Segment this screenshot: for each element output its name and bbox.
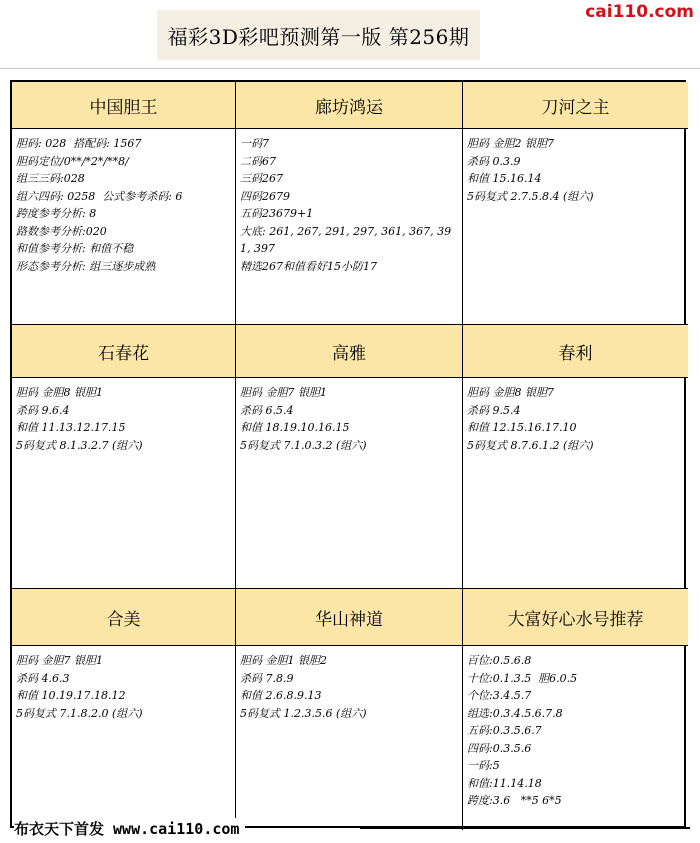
content-line: 和值 10.19.17.18.12 xyxy=(16,689,126,702)
content-line: 胆码定位/0**/*2*/**8/ xyxy=(16,154,129,168)
content-line: 胆码 金胆8 银胆1 xyxy=(16,386,103,399)
content-line: 跨度:3.6 **5 6*5 xyxy=(467,794,562,807)
cell-content xyxy=(463,129,688,205)
content-line: 5码复式 8.7.6.1.2 (组六) xyxy=(467,438,594,452)
content-line: 百位:0.5.6.8 xyxy=(467,654,532,667)
content-line: 一码:5 xyxy=(467,759,500,772)
content-line: 精选267和值看好15小防17 xyxy=(240,259,377,273)
content-line: 胆码 金胆7 银胆1 xyxy=(16,654,103,667)
content-line: 组选:0.3.4.5.6.7.8 xyxy=(467,706,563,720)
cell-title: 高雅 xyxy=(236,325,462,378)
cell-content xyxy=(463,378,688,454)
cell-gaoya xyxy=(236,325,463,589)
content-line: 和值:11.14.18 xyxy=(467,776,542,790)
content-line: 杀码 9.6.4 xyxy=(16,403,70,417)
content-line: 胆码 金胆8 银胆7 xyxy=(467,386,554,399)
cell-title: 廊坊鸿运 xyxy=(236,82,462,129)
cell-content xyxy=(12,378,235,454)
content-line: 和值 12.15.16.17.10 xyxy=(467,421,577,434)
prediction-grid xyxy=(10,80,686,828)
brand-logo-text: cai110.com xyxy=(585,2,694,22)
content-line: 三码267 xyxy=(240,172,283,185)
cell-content xyxy=(12,646,235,722)
cell-title: 春利 xyxy=(463,325,688,378)
content-line: 5码复式 7.1.8.2.0 (组六) xyxy=(16,706,143,720)
content-line: 胆码 金胆7 银胆1 xyxy=(240,386,327,399)
cell-content xyxy=(236,646,462,722)
content-line: 和值参考分析: 和值不稳 xyxy=(16,242,134,255)
cell-shi-chunhua xyxy=(12,325,236,589)
content-line: 杀码 6.5.4 xyxy=(240,403,294,417)
cell-content xyxy=(12,129,235,275)
content-line: 组六四码: 0258 公式参考杀码: 6 xyxy=(16,189,183,203)
footer-credit: 布衣天下首发 www.cai110.com xyxy=(14,818,245,839)
cell-content xyxy=(236,378,462,454)
cell-title: 合美 xyxy=(12,589,235,646)
content-line: 杀码 7.8.9 xyxy=(240,671,294,685)
content-line: 和值 11.13.12.17.15 xyxy=(16,421,126,434)
cell-title: 大富好心水号推荐 xyxy=(463,589,688,646)
content-line: 四码2679 xyxy=(240,189,290,203)
cell-langfang-hongyun xyxy=(236,82,463,325)
cell-daohe-zhizhu xyxy=(463,82,688,325)
content-line: 四码:0.3.5.6 xyxy=(467,741,532,755)
content-line: 杀码 4.6.3 xyxy=(16,671,70,685)
content-line: 胆码 金胆2 银胆7 xyxy=(467,137,554,150)
cell-title: 中国胆王 xyxy=(12,82,235,129)
content-line: 形态参考分析: 组三逐步成熟 xyxy=(16,259,156,273)
content-line: 五码:0.3.5.6.7 xyxy=(467,724,542,737)
cell-hemei xyxy=(12,589,236,830)
content-line: 路数参考分析:020 xyxy=(16,224,107,238)
content-line: 大底: 261, 267, 291, 297, 361, 367, 391, 397 xyxy=(240,224,452,255)
divider xyxy=(360,827,690,829)
cell-title: 华山神道 xyxy=(236,589,462,646)
content-line: 和值 18.19.10.16.15 xyxy=(240,421,350,434)
page-title: 福彩3D彩吧预测第一版 第256期 xyxy=(157,10,480,60)
cell-dafu-haoxinshui xyxy=(463,589,688,830)
content-line: 5码复式 1.2.3.5.6 (组六) xyxy=(240,706,367,720)
cell-zhongguo-danwang xyxy=(12,82,236,325)
cell-huashan-shendao xyxy=(236,589,463,830)
content-line: 五码23679+1 xyxy=(240,207,314,220)
content-line: 杀码 0.3.9 xyxy=(467,154,521,168)
content-line: 组三三码:028 xyxy=(16,172,85,185)
content-line: 5码复式 2.7.5.8.4 (组六) xyxy=(467,189,594,203)
content-line: 一码7 xyxy=(240,137,269,150)
cell-content xyxy=(463,646,688,810)
content-line: 胆码 金胆1 银胆2 xyxy=(240,654,327,667)
cell-chunli xyxy=(463,325,688,589)
cell-title: 刀河之主 xyxy=(463,82,688,129)
cell-title: 石春花 xyxy=(12,325,235,378)
content-line: 杀码 9.5.4 xyxy=(467,403,521,417)
content-line: 跨度参考分析: 8 xyxy=(16,207,97,220)
content-line: 胆码: 028 搭配码: 1567 xyxy=(16,137,142,150)
content-line: 和值 2.6.8.9.13 xyxy=(240,689,322,702)
content-line: 5码复式 7.1.0.3.2 (组六) xyxy=(240,438,367,452)
content-line: 5码复式 8.1.3.2.7 (组六) xyxy=(16,438,143,452)
content-line: 个位:3.4.5.7 xyxy=(467,689,532,702)
cell-content xyxy=(236,129,462,275)
divider xyxy=(0,68,700,69)
content-line: 十位:0.1.3.5 胆6.0.5 xyxy=(467,671,578,685)
content-line: 二码67 xyxy=(240,154,276,168)
content-line: 和值 15.16.14 xyxy=(467,172,542,185)
